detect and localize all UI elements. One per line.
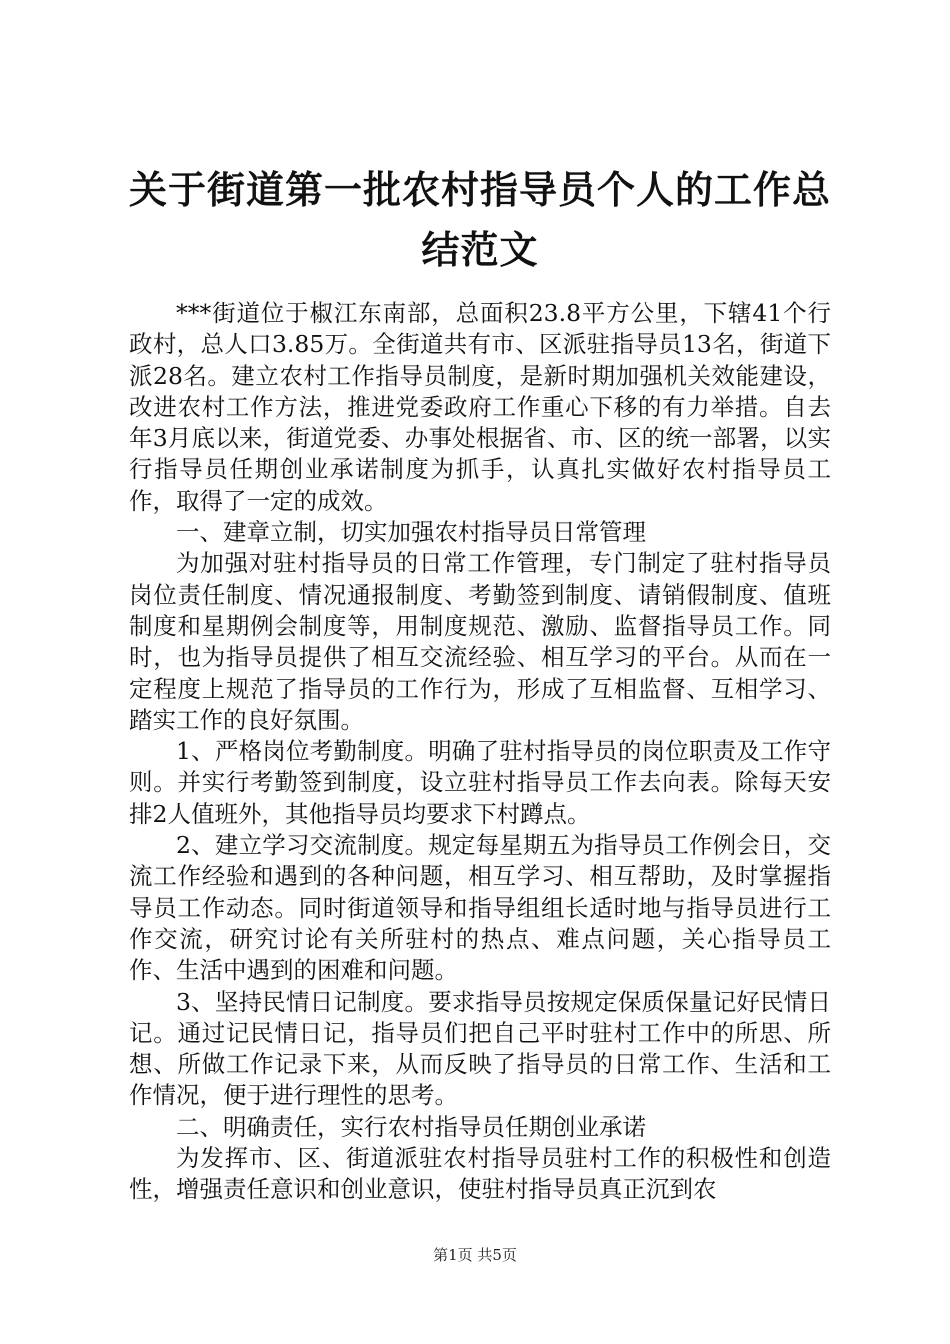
paragraph: ***街道位于椒江东南部，总面积23.8平方公里，下辖41个行政村，总人口3.85万。全街道共有市、区派驻指导员13名，街道下派28名。建立农村工作指导员制度，是新时期加强机关效能建设，改进农村工作方法，推进党委政府工作重心下移的有力举措。自去年3月底以来，街道党委、办事处根据省、市、区的统一部署，以实行指导员任期创业承诺制度为抓手，认真扎实做好农村指导员工作，取得了一定的成效。 [129, 299, 831, 515]
page-footer: 第1页 共5页 [433, 1246, 517, 1264]
paragraph: 为加强对驻村指导员的日常工作管理，专门制定了驻村指导员岗位责任制度、情况通报制度、考勤签到制度、请销假制度、值班制度和星期例会制度等，用制度规范、激励、监督指导员工作。同时，也为指导员提供了相互交流经验、相互学习的平台。从而在一定程度上规范了指导员的工作行为，形成了互相监督、互相学习、踏实工作的良好氛围。 [129, 549, 831, 734]
paragraph: 1、严格岗位考勤制度。明确了驻村指导员的岗位职责及工作守则。并实行考勤签到制度，设立驻村指导员工作去向表。除每天安排2人值班外，其他指导员均要求下村蹲点。 [129, 737, 831, 828]
section-heading: 二、明确责任，实行农村指导员任期创业承诺 [176, 1112, 646, 1141]
section-heading: 一、建章立制，切实加强农村指导员日常管理 [176, 518, 646, 547]
document-title: 关于街道第一批农村指导员个人的工作总结范文 [128, 168, 831, 272]
paragraph: 2、建立学习交流制度。规定每星期五为指导员工作例会日，交流工作经验和遇到的各种问题，相互学习、相互帮助，及时掌握指导员工作动态。同时街道领导和指导组组长适时地与指导员进行工作交流，研究讨论有关所驻村的热点、难点问题，关心指导员工作、生活中遇到的困难和问题。 [129, 831, 831, 985]
document-body [129, 298, 831, 1206]
paragraph: 为发挥市、区、街道派驻农村指导员驻村工作的积极性和创造性，增强责任意识和创业意识，使驻村指导员真正沉到农 [129, 1144, 831, 1204]
paragraph: 3、坚持民情日记制度。要求指导员按规定保质保量记好民情日记。通过记民情日记，指导员们把自己平时驻村工作中的所思、所想、所做工作记录下来，从而反映了指导员的日常工作、生活和工作情况，便于进行理性的思考。 [129, 987, 831, 1110]
